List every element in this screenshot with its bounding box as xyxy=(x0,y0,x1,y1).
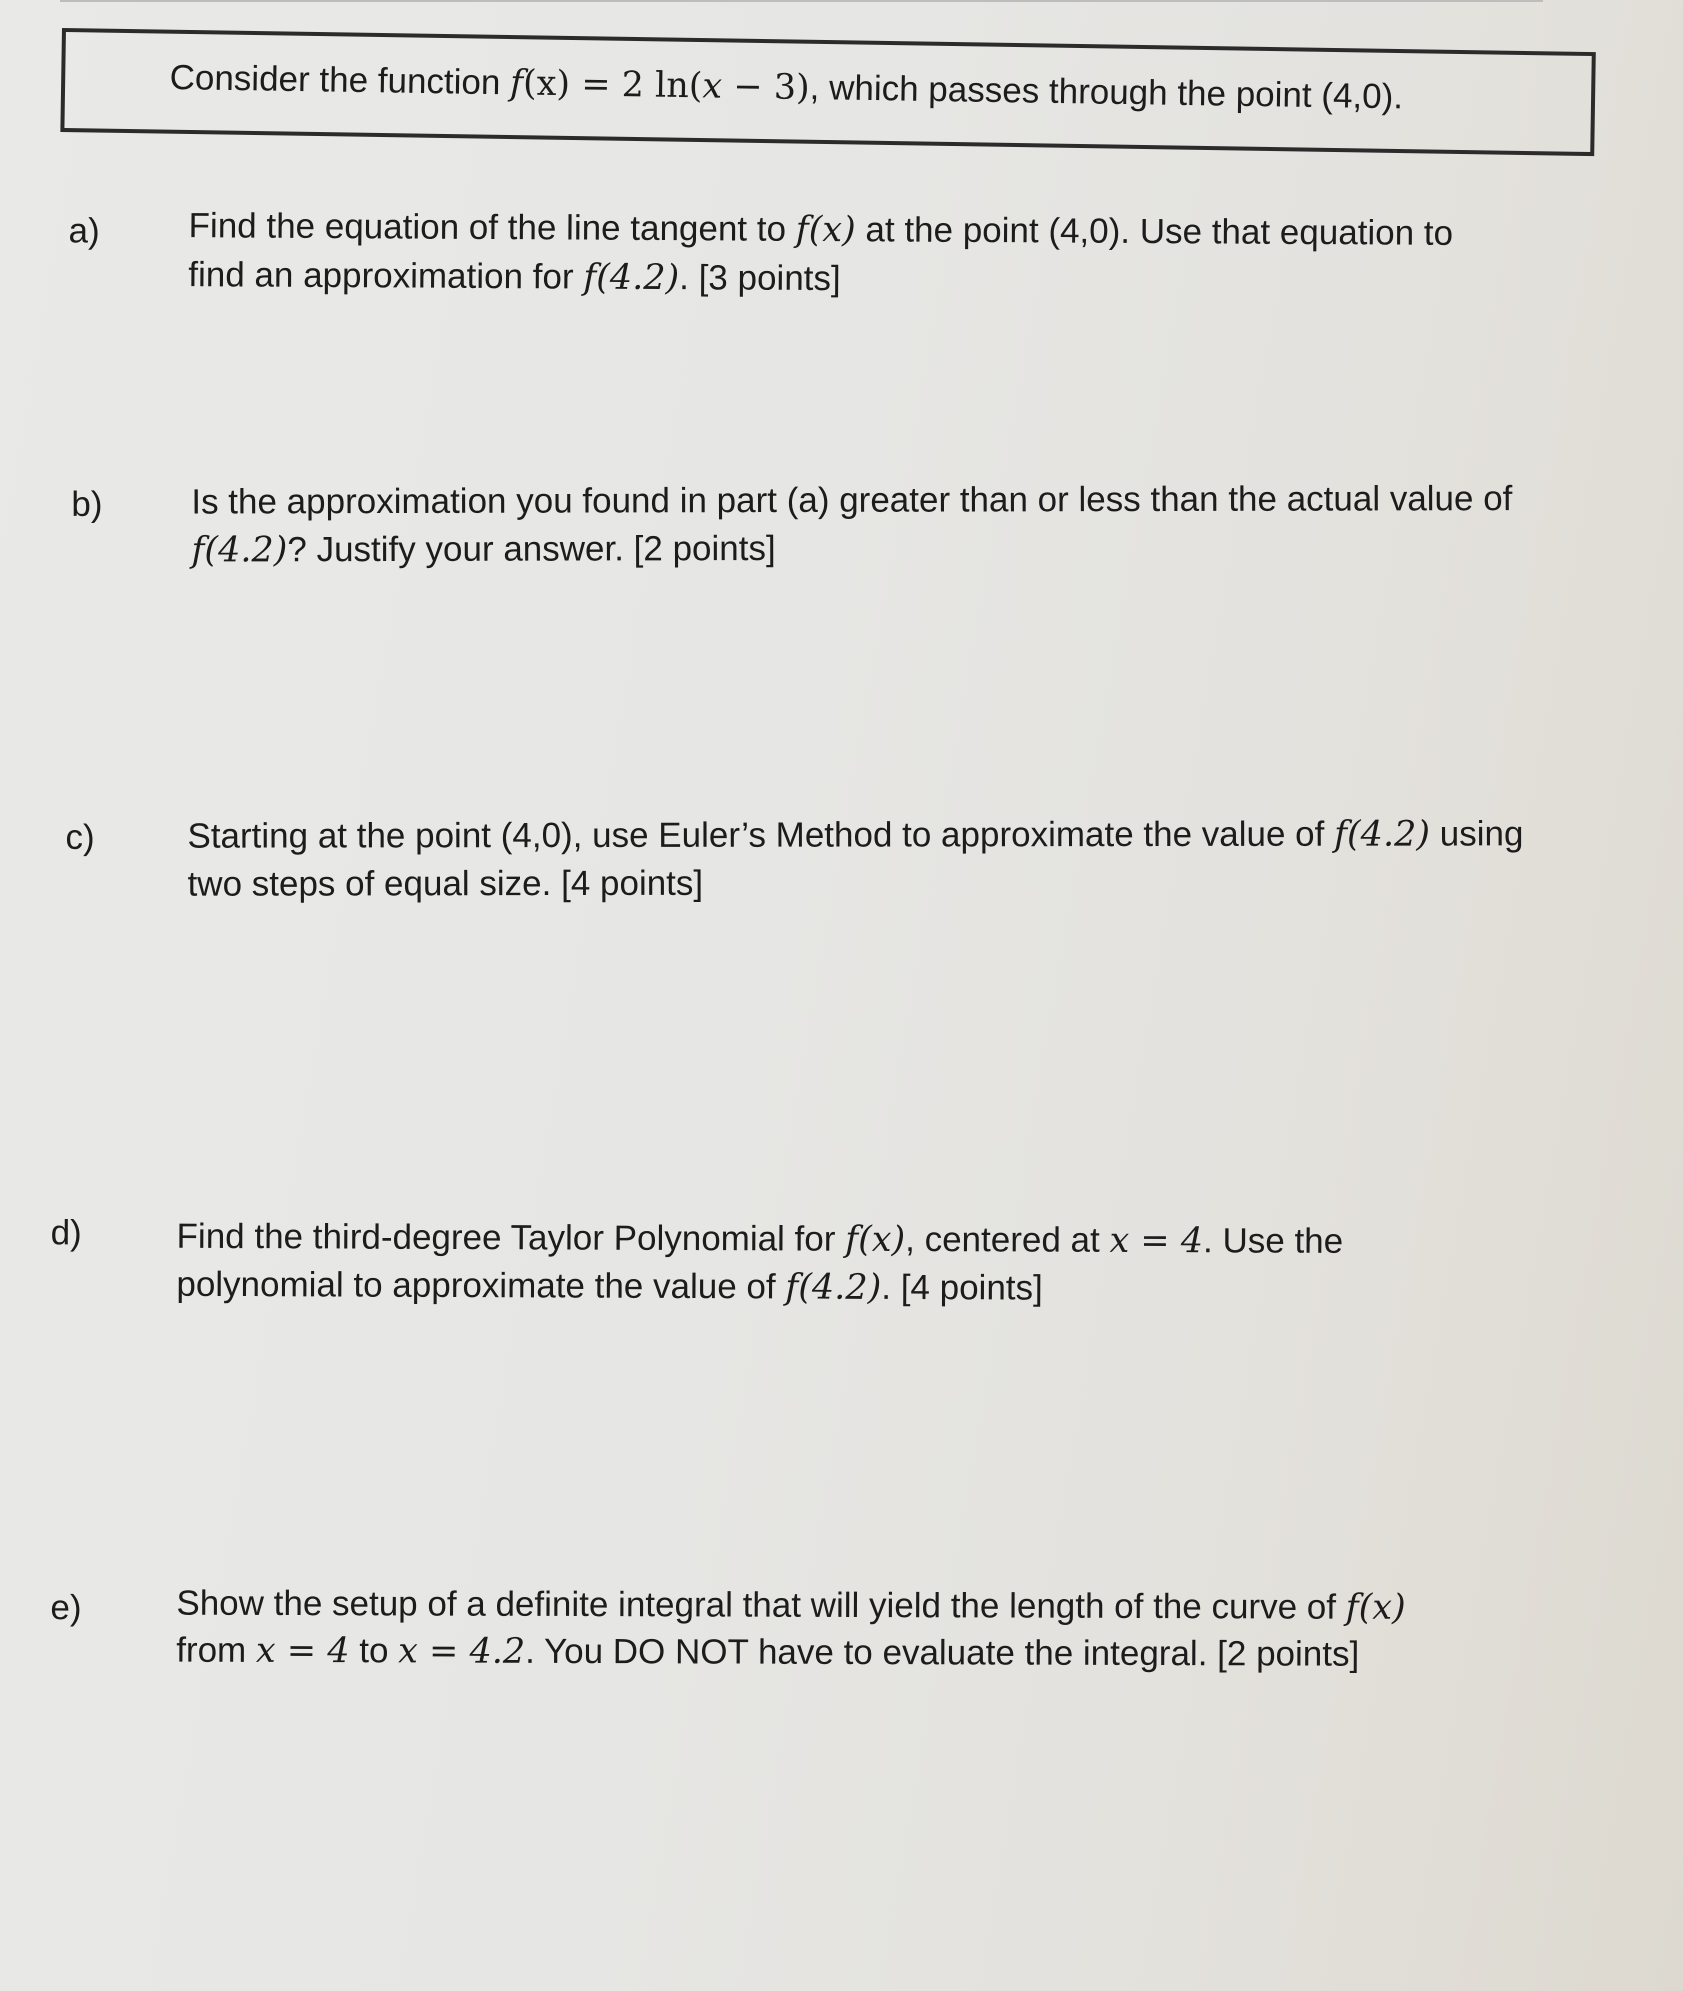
question-label-a: a) xyxy=(68,211,100,251)
question-label-e: e) xyxy=(50,1588,82,1628)
header-suffix: , which passes through the point (4,0). xyxy=(809,68,1404,117)
header-function: f(x) = 2 ln(x − 3) xyxy=(509,63,811,109)
question-text-c-line1: Starting at the point (4,0), use Euler’s Method to approximate the value of f(4.2) using xyxy=(187,814,1524,856)
question-label-c: c) xyxy=(65,817,95,857)
question-text-a-line2: find an approximation for f(4.2). [3 points] xyxy=(188,255,841,299)
question-text-c-line2: two steps of equal size. [4 points] xyxy=(187,863,704,904)
question-text-d-line1: Find the third-degree Taylor Polynomial for f(x), centered at x = 4. Use the xyxy=(176,1216,1344,1262)
question-text-d-line2: polynomial to approximate the value of f(4.2). [4 points] xyxy=(176,1264,1043,1308)
top-rule xyxy=(60,0,1543,2)
header-prefix: Consider the function xyxy=(169,57,511,103)
question-text-e-line2: from x = 4 to x = 4.2. You DO NOT have to evaluate the integral. [2 points] xyxy=(176,1630,1360,1674)
question-text-b-line2: f(4.2)? Justify your answer. [2 points] xyxy=(191,528,776,571)
question-text-a-line1: Find the equation of the line tangent to f(x) at the point (4,0). Use that equation to xyxy=(188,206,1454,253)
question-label-b: b) xyxy=(71,484,103,524)
question-text-b-line1: Is the approximation you found in part (a) greater than or less than the actual value of xyxy=(191,479,1513,522)
question-label-d: d) xyxy=(50,1213,82,1253)
question-text-e-line1: Show the setup of a definite integral that will yield the length of the curve of f(x) xyxy=(176,1583,1406,1628)
